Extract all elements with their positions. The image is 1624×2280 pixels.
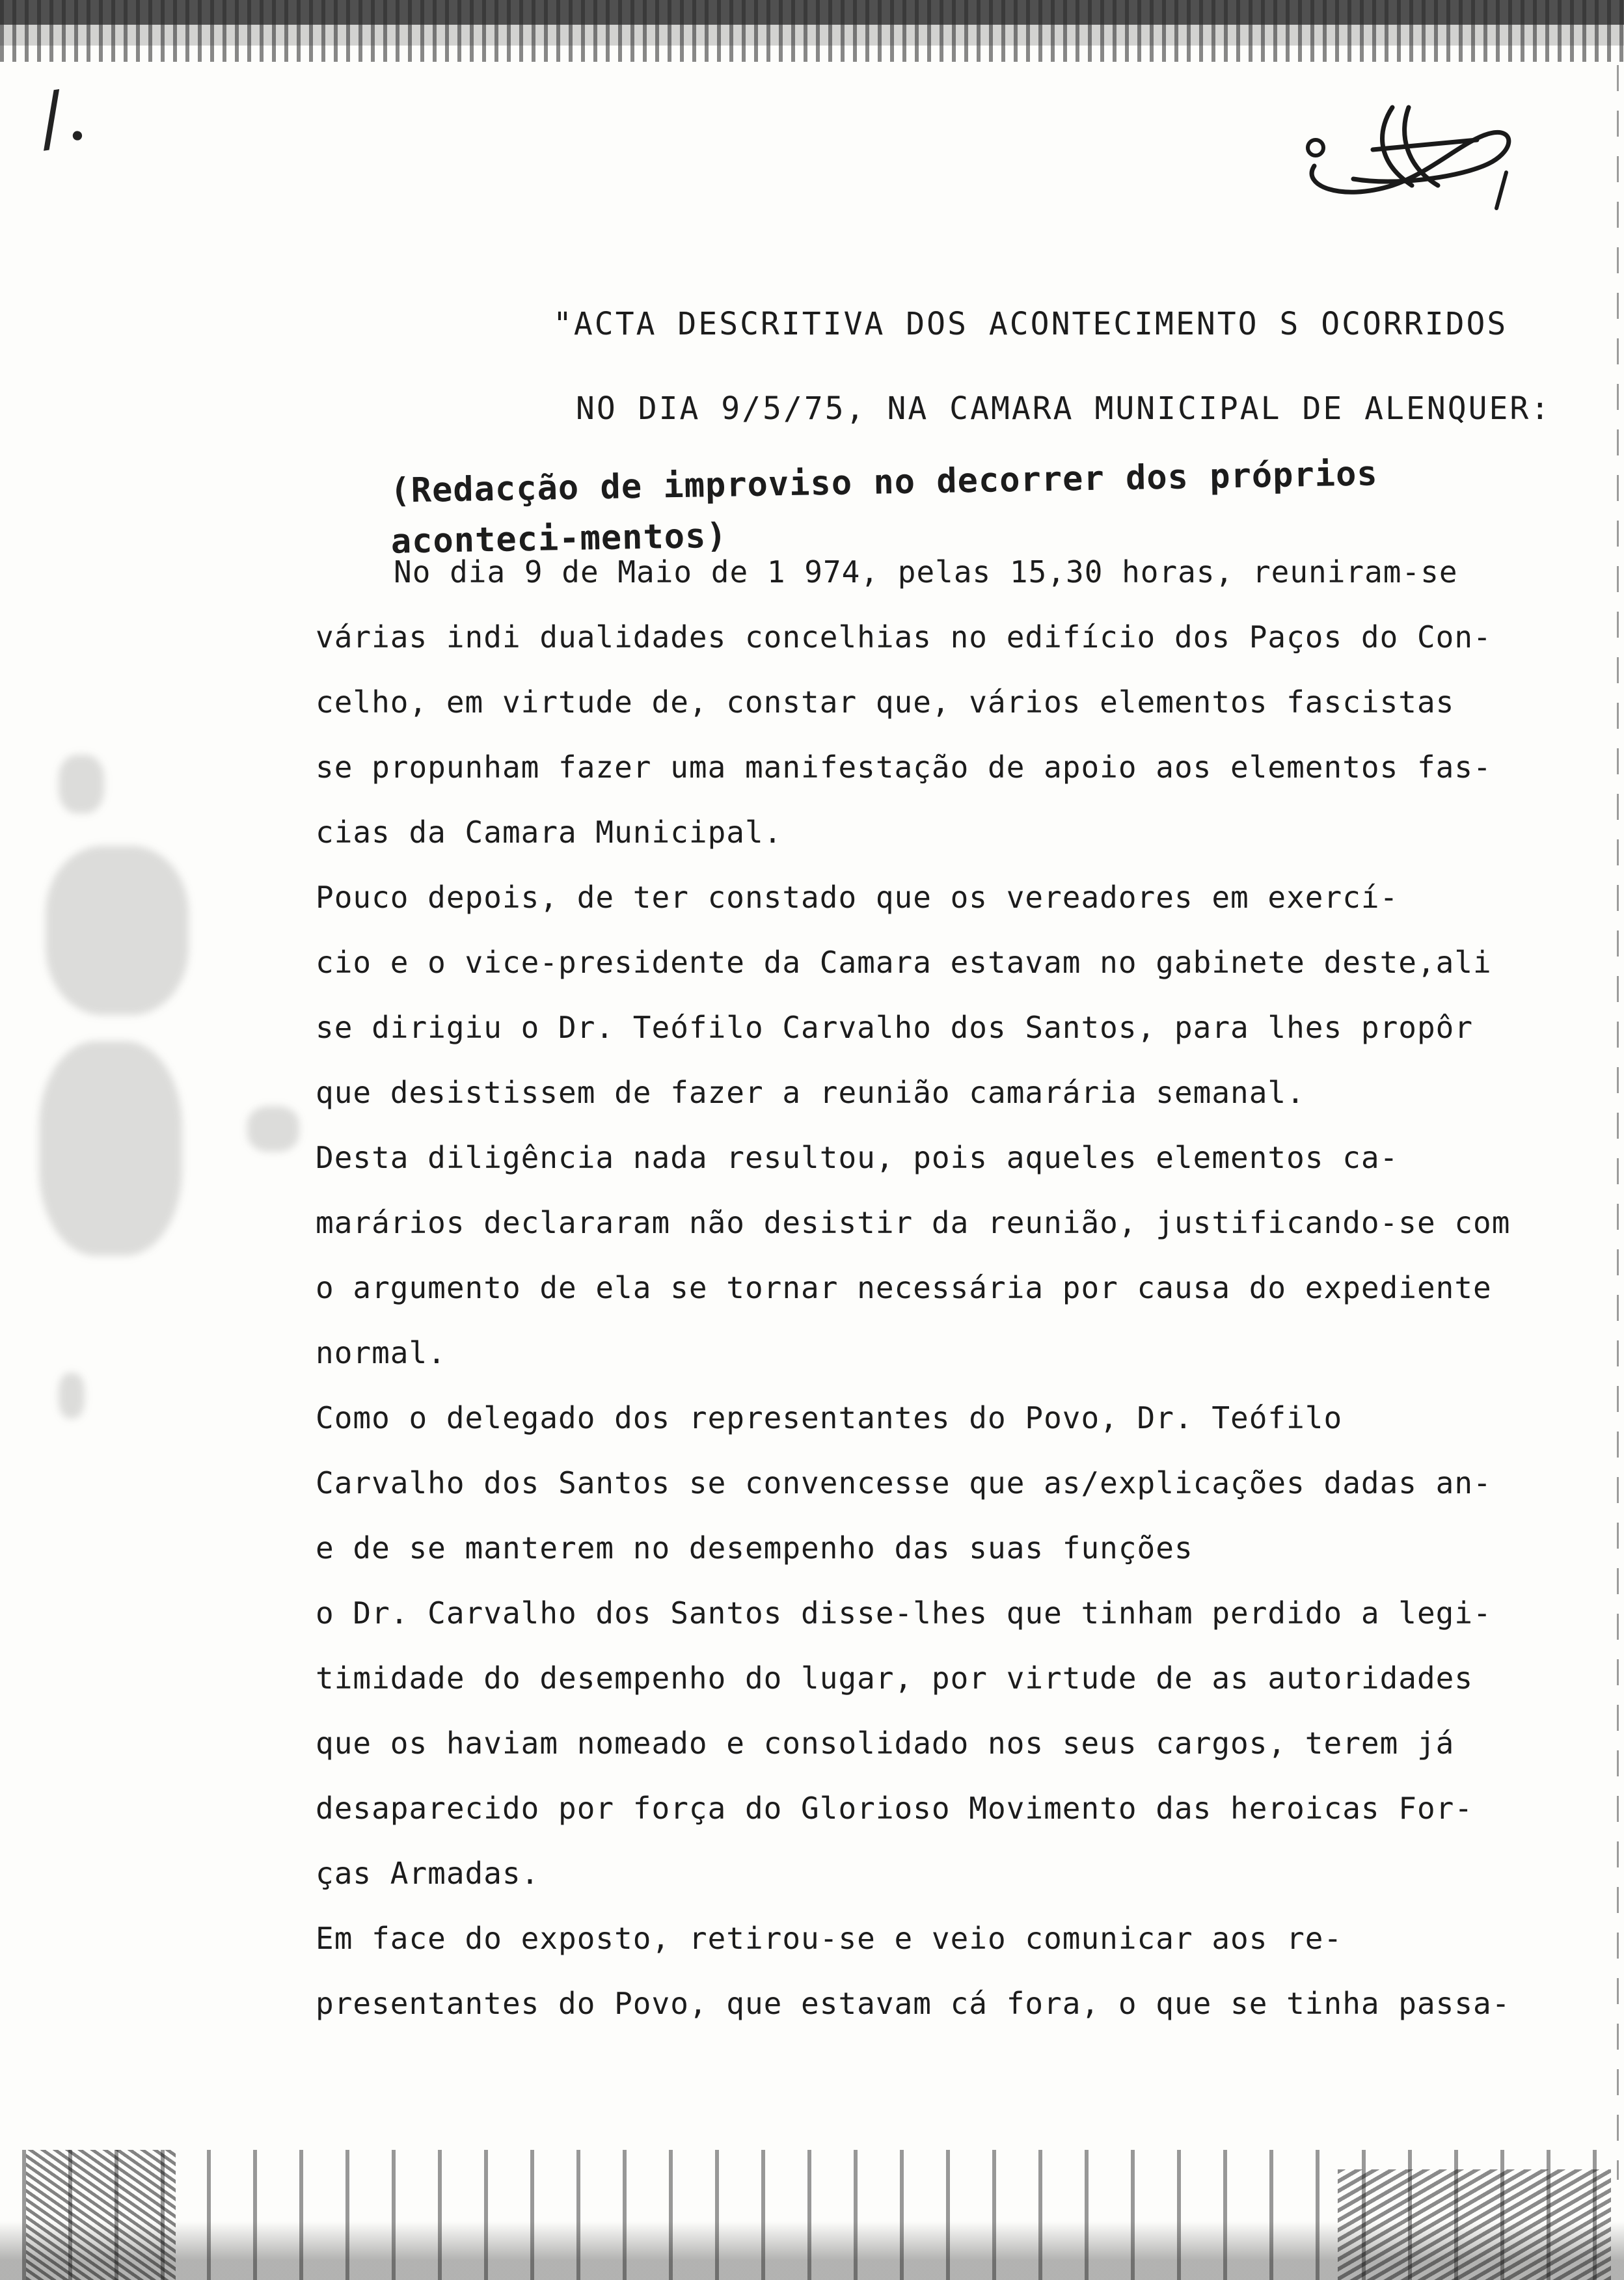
body-line: várias indi dualidades concelhias no edifício dos Paços do Con- — [316, 619, 1492, 655]
handwritten-signature — [1295, 88, 1536, 218]
scan-bottom-right-noise — [1338, 2169, 1611, 2280]
body-line: que desistissem de fazer a reunião camarária semanal. — [316, 1075, 1305, 1110]
body-line: cio e o vice-presidente da Camara estavam no gabinete deste,ali — [316, 945, 1492, 980]
body-line: Desta diligência nada resultou, pois aqueles elementos ca- — [316, 1140, 1399, 1175]
corner-handwritten-mark: /. — [33, 72, 92, 161]
body-line: desaparecido por força do Glorioso Movimento das heroicas For- — [316, 1791, 1474, 1826]
body-line: ças Armadas. — [316, 1856, 540, 1891]
scan-bottom-left-noise — [26, 2150, 176, 2280]
body-line: timidade do desempenho do lugar, por virtude de as autoridades — [316, 1661, 1474, 1696]
scan-smudge — [59, 1373, 85, 1418]
body-line: o Dr. Carvalho dos Santos disse-lhes que tinham perdido a legi- — [316, 1595, 1492, 1631]
body-line: normal. — [316, 1335, 446, 1370]
scan-smudge — [39, 1041, 182, 1256]
document-subtitle: (Redacção de improviso no decorrer dos próprios aconteci-mentos) — [389, 454, 1379, 562]
scan-smudge — [247, 1106, 299, 1152]
body-line: celho, em virtude de, constar que, vários elementos fascistas — [316, 685, 1455, 720]
body-line: cias da Camara Municipal. — [316, 815, 783, 850]
body-line: Pouco depois, de ter constado que os vereadores em exercí- — [316, 880, 1399, 915]
scan-smudge — [46, 846, 189, 1015]
body-line: se propunham fazer uma manifestação de apoio aos elementos fas- — [316, 750, 1492, 785]
body-line: o argumento de ela se tornar necessária por causa do expediente — [316, 1270, 1492, 1305]
document-title-line-2: NO DIA 9/5/75, NA CAMARA MUNICIPAL DE ALENQUER: — [576, 390, 1552, 427]
scan-top-border — [0, 0, 1624, 62]
body-line: marários declararam não desistir da reunião, justificando-se com — [316, 1205, 1511, 1240]
scan-right-edge — [1617, 65, 1619, 2180]
body-line: que os haviam nomeado e consolidado nos seus cargos, terem já — [316, 1726, 1455, 1761]
body-line: No dia 9 de Maio de 1 974, pelas 15,30 horas, reuniram-se — [394, 554, 1458, 590]
body-line: presentantes do Povo, que estavam cá fora, o que se tinha passa- — [316, 1986, 1511, 2021]
body-line: se dirigiu o Dr. Teófilo Carvalho dos Santos, para lhes propôr — [316, 1010, 1474, 1045]
scan-smudge — [59, 755, 104, 813]
document-title-line-1: "ACTA DESCRITIVA DOS ACONTECIMENTO S OCORRIDOS — [553, 306, 1508, 342]
body-line: Carvalho dos Santos se convencesse que as/explicações dadas an- — [316, 1465, 1492, 1500]
body-line: e de se manterem no desempenho das suas funções — [316, 1530, 1193, 1566]
body-line: Como o delegado dos representantes do Povo, Dr. Teófilo — [316, 1400, 1343, 1435]
body-line: Em face do exposto, retirou-se e veio comunicar aos re- — [316, 1921, 1343, 1956]
